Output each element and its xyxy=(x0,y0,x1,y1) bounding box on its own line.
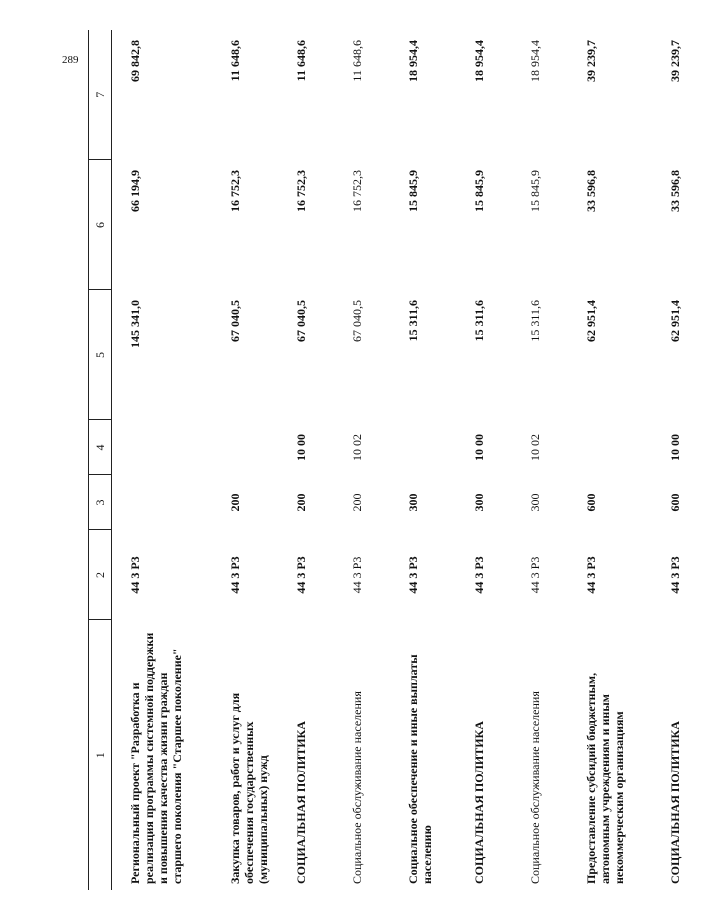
table-row xyxy=(652,30,702,890)
row-expense-type: 300 xyxy=(528,493,542,512)
row-name: Социальное обслуживание населения xyxy=(528,691,542,884)
row-name: СОЦИАЛЬНАЯ ПОЛИТИКА xyxy=(668,721,682,884)
row-target-code: 44 3 Р3 xyxy=(584,556,598,594)
row-name: СОЦИАЛЬНАЯ ПОЛИТИКА xyxy=(472,721,486,884)
row-value-5: 62 951,4 xyxy=(668,300,682,342)
table-row xyxy=(112,30,213,890)
table-row xyxy=(334,30,390,890)
row-name: Социальное обслуживание населения xyxy=(350,691,364,884)
row-target-code: 44 3 Р3 xyxy=(668,556,682,594)
row-section: 10 00 xyxy=(668,434,682,461)
row-section: 10 00 xyxy=(472,434,486,461)
row-target-code: 44 3 Р3 xyxy=(528,556,542,594)
row-expense-type: 200 xyxy=(294,493,308,512)
row-value-5: 62 951,4 xyxy=(584,300,598,342)
table-row xyxy=(278,30,334,890)
row-target-code: 44 3 Р3 xyxy=(128,556,142,594)
column-header: 1 xyxy=(89,620,112,890)
table-row xyxy=(390,30,456,890)
row-section: 10 02 xyxy=(350,434,364,461)
row-value-6: 33 596,8 xyxy=(668,170,682,212)
row-value-7: 11 648,6 xyxy=(350,40,364,82)
row-value-7: 39 239,7 xyxy=(584,40,598,82)
column-header: 7 xyxy=(89,30,112,160)
row-section xyxy=(568,420,652,475)
row-value-6: 15 845,9 xyxy=(406,170,420,212)
row-target-code: 44 3 Р3 xyxy=(472,556,486,594)
row-section xyxy=(212,420,278,475)
row-expense-type xyxy=(112,475,213,530)
row-value-6: 33 596,8 xyxy=(584,170,598,212)
row-value-7: 69 842,8 xyxy=(128,40,142,82)
row-value-7: 18 954,4 xyxy=(528,40,542,82)
row-value-7: 18 954,4 xyxy=(406,40,420,82)
row-expense-type: 600 xyxy=(584,493,598,512)
column-header: 4 xyxy=(89,420,112,475)
row-target-code: 44 3 Р3 xyxy=(294,556,308,594)
row-value-6: 16 752,3 xyxy=(228,170,242,212)
row-value-6: 16 752,3 xyxy=(294,170,308,212)
row-value-5: 145 341,0 xyxy=(128,300,142,348)
row-value-5: 15 311,6 xyxy=(528,300,542,342)
row-expense-type: 200 xyxy=(350,493,364,512)
row-name: СОЦИАЛЬНАЯ ПОЛИТИКА xyxy=(294,721,308,884)
row-section: 10 00 xyxy=(294,434,308,461)
row-value-7: 11 648,6 xyxy=(294,40,308,82)
row-name: Предоставление субсидий бюджетным, автономным учреждениям и иным некоммерческим организациям xyxy=(584,672,626,884)
column-header: 3 xyxy=(89,475,112,530)
row-target-code: 44 3 Р3 xyxy=(350,556,364,594)
row-name: Региональный проект "Разработка и реализация программы системной поддержки и повышения качества жизни граждан старшего поколения "Старшее поколение" xyxy=(128,632,184,884)
row-value-6: 15 845,9 xyxy=(528,170,542,212)
rotated-page xyxy=(40,30,682,890)
row-value-5: 67 040,5 xyxy=(350,300,364,342)
row-expense-type: 600 xyxy=(668,493,682,512)
row-value-7: 11 648,6 xyxy=(228,40,242,82)
row-expense-type: 300 xyxy=(406,493,420,512)
row-value-5: 67 040,5 xyxy=(294,300,308,342)
row-value-6: 15 845,9 xyxy=(472,170,486,212)
row-section xyxy=(390,420,456,475)
page-number: 289 xyxy=(62,54,79,66)
row-expense-type: 300 xyxy=(472,493,486,512)
row-name: Закупка товаров, работ и услуг для обеспечения государственных (муниципальных) нужд xyxy=(228,692,270,884)
row-target-code: 44 3 Р3 xyxy=(406,556,420,594)
row-section xyxy=(112,420,213,475)
row-value-7: 39 239,7 xyxy=(668,40,682,82)
column-header: 5 xyxy=(89,290,112,420)
row-value-7: 18 954,4 xyxy=(472,40,486,82)
table-header-row xyxy=(89,30,112,890)
row-value-5: 15 311,6 xyxy=(472,300,486,342)
budget-table xyxy=(88,30,702,890)
table-row xyxy=(456,30,512,890)
row-target-code: 44 3 Р3 xyxy=(228,556,242,594)
row-value-6: 16 752,3 xyxy=(350,170,364,212)
row-value-5: 15 311,6 xyxy=(406,300,420,342)
row-value-6: 66 194,9 xyxy=(128,170,142,212)
row-name: Социальное обеспечение и иные выплаты населению xyxy=(406,654,434,884)
table-row xyxy=(512,30,568,890)
table-row xyxy=(212,30,278,890)
column-header: 2 xyxy=(89,530,112,620)
row-expense-type: 200 xyxy=(228,493,242,512)
column-header: 6 xyxy=(89,160,112,290)
table-row xyxy=(568,30,652,890)
row-section: 10 02 xyxy=(528,434,542,461)
row-value-5: 67 040,5 xyxy=(228,300,242,342)
